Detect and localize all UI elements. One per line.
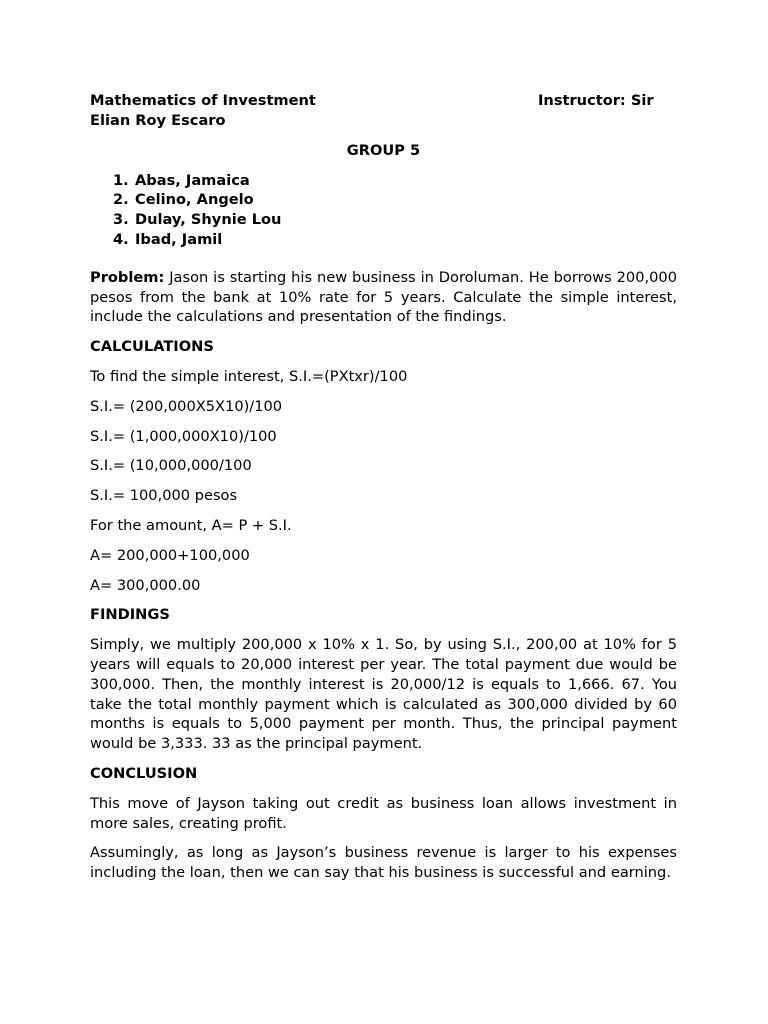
conclusion-paragraph: This move of Jayson taking out credit as business loan allows investment in more sales, creating profit. xyxy=(90,794,677,832)
calculation-line: S.I.= (1,000,000X10)/100 xyxy=(90,427,277,445)
problem-label: Problem: xyxy=(90,268,165,286)
document-body xyxy=(90,91,677,883)
member-name: Abas, Jamaica xyxy=(135,171,250,189)
findings-heading: FINDINGS xyxy=(90,606,170,624)
list-number: 3. xyxy=(113,211,129,229)
calculation-line: S.I.= (200,000X5X10)/100 xyxy=(90,397,283,415)
list-number: 1. xyxy=(113,171,129,189)
calculation-line: To find the simple interest, S.I.=(PXtxr)/100 xyxy=(90,367,408,385)
list-item xyxy=(113,210,677,230)
list-item xyxy=(113,230,677,250)
calculations-heading: CALCULATIONS xyxy=(90,338,214,356)
calculation-line: A= 300,000.00 xyxy=(90,576,201,594)
member-name: Celino, Angelo xyxy=(135,191,254,209)
list-number: 2. xyxy=(113,191,129,209)
instructor-name: Elian Roy Escaro xyxy=(90,112,226,129)
list-item xyxy=(113,190,677,210)
conclusion-paragraph: Assumingly, as long as Jayson’s business revenue is larger to his expenses including the loan, then we can say that his business is successful and earning. xyxy=(90,844,677,882)
header-row xyxy=(90,91,677,111)
problem-text: Jason is starting his new business in Doroluman. He borrows 200,000 pesos from the bank at 10% rate for 5 years. Calculate the simple interest, include the calculations and presentation of the findings. xyxy=(90,268,677,326)
calculation-line: For the amount, A= P + S.I. xyxy=(90,516,292,534)
member-name: Ibad, Jamil xyxy=(135,230,223,248)
calculation-line: S.I.= 100,000 pesos xyxy=(90,487,238,505)
instructor-label: Instructor: Sir xyxy=(538,92,654,109)
problem-paragraph xyxy=(90,268,677,327)
conclusion-heading: CONCLUSION xyxy=(90,764,198,782)
member-name: Dulay, Shynie Lou xyxy=(135,211,282,229)
findings-paragraph: Simply, we multiply 200,000 x 10% x 1. So, by using S.I., 200,00 at 10% for 5 years will equals to 20,000 interest per year. The total payment due would be 300,000. Then, the monthly interest is 20,000/12 is equals to 1,666. 67. You take the total monthly payment which is calculated as 300,000 divided by 60 months is equals to 5,000 payment per month. Thus, the principal payment would be 3,333. 33 as the principal payment. xyxy=(90,636,677,753)
course-title: Mathematics of Investment xyxy=(90,92,316,109)
calculation-line: S.I.= (10,000,000/100 xyxy=(90,457,252,475)
calculation-line: A= 200,000+100,000 xyxy=(90,546,250,564)
list-item xyxy=(113,171,677,191)
group-title: GROUP 5 xyxy=(346,141,421,159)
list-number: 4. xyxy=(113,230,129,248)
member-list xyxy=(90,171,677,250)
